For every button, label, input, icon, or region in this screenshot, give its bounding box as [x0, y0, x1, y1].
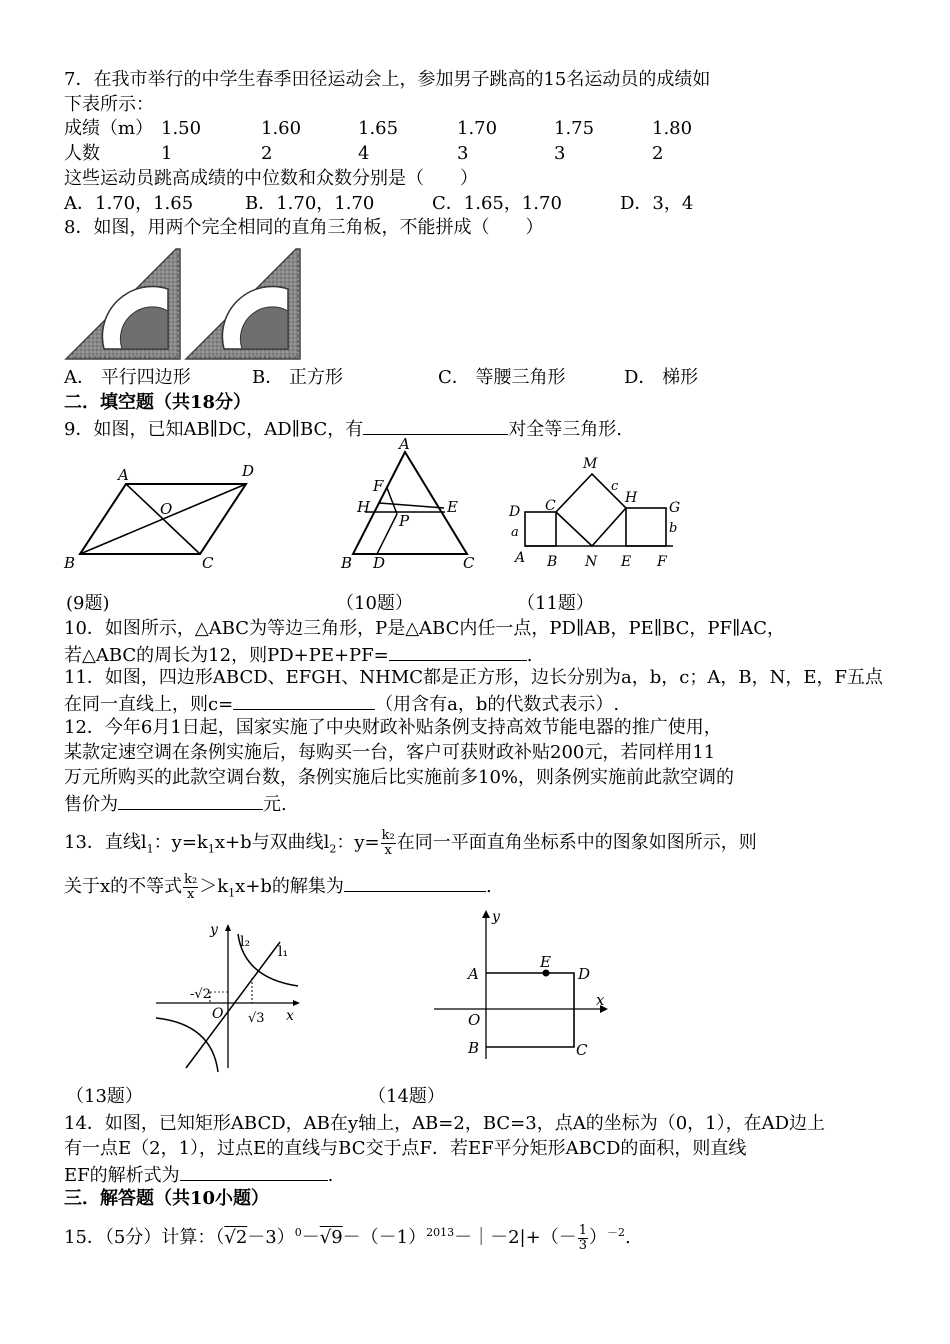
label-p: P: [399, 512, 410, 530]
label-x: x: [596, 991, 605, 1009]
set-square-right: [186, 249, 300, 359]
table-cell: 1.50: [161, 118, 202, 139]
q15-seg: －3）: [247, 1227, 295, 1248]
figure-9-parallelogram: [60, 458, 270, 573]
label-sqrt3: √3: [248, 1011, 265, 1026]
label-b: B: [468, 1039, 480, 1057]
label-h: H: [625, 490, 638, 506]
fraction-numerator: k₂: [381, 827, 395, 843]
label-y: y: [492, 909, 500, 925]
label-d: D: [509, 504, 521, 520]
q13-line2: [64, 870, 492, 911]
label-c: C: [545, 498, 556, 514]
q13-seg: ＞k: [199, 876, 229, 897]
q7-question: 这些运动员跳高成绩的中位数和众数分别是（ ）: [64, 168, 478, 189]
option-c: C． 等腰三角形: [438, 367, 566, 388]
q13-sub: 2: [329, 842, 337, 856]
q10-line2: [64, 642, 532, 668]
figure-14-rectangle: [430, 905, 615, 1065]
answer-blank[interactable]: [389, 642, 527, 661]
label-c: C: [576, 1041, 588, 1059]
label-a: A: [515, 550, 526, 566]
label-origin: O: [212, 1006, 224, 1022]
label-a: A: [399, 436, 410, 453]
label-a-side: a: [511, 525, 519, 540]
label-neg-sqrt2: -√2: [190, 987, 211, 1002]
label-b: B: [547, 554, 558, 570]
label-f: F: [657, 554, 667, 570]
q9-text-before: 9．如图，已知AB∥DC，AD∥BC，有: [64, 419, 364, 440]
fraction-denominator: x: [384, 842, 392, 858]
label-f: F: [373, 477, 384, 495]
figure-11-caption: （11题）: [517, 593, 594, 614]
option-a: A．1.70，1.65: [64, 193, 194, 214]
label-o: O: [160, 500, 173, 518]
q14-line3: [64, 1162, 333, 1188]
table-row1-label: 成绩（m）: [64, 118, 154, 139]
section-title: 二．填空题（共18分）: [64, 392, 252, 413]
label-b: B: [64, 554, 76, 572]
fraction-numerator: 1: [578, 1222, 587, 1238]
sqrt-9: √9: [319, 1227, 343, 1248]
q15-seg: ）: [589, 1227, 607, 1248]
q11-text-before: 在同一直线上，则c=: [64, 694, 234, 715]
answer-blank[interactable]: [344, 873, 486, 892]
q13-line1: [64, 826, 757, 867]
table-cell: 2: [261, 143, 273, 164]
figure-9-caption: (9题): [66, 593, 110, 614]
q9-text-after: 对全等三角形.: [508, 419, 623, 440]
option-a: A． 平行四边形: [64, 367, 191, 388]
label-a: A: [468, 965, 479, 983]
exponent: －2: [607, 1226, 625, 1239]
answer-blank[interactable]: [363, 416, 508, 435]
q12-text-after: 元.: [263, 794, 287, 815]
fraction-k2-over-x: [381, 829, 396, 858]
figure-11-squares: [505, 450, 695, 575]
label-l1: l₁: [278, 944, 289, 960]
table-row2-label: 人数: [64, 143, 100, 164]
q13-seg: ：y=: [336, 832, 380, 853]
label-c: C: [202, 554, 214, 572]
option-d: D．3，4: [620, 193, 694, 214]
q12-line1: 12．今年6月1日起，国家实施了中央财政补贴条例支持高效节能电器的推广使用，: [64, 717, 722, 738]
q15-seg: －: [301, 1227, 320, 1248]
q12-line2: 某款定速空调在条例实施后，每购买一台，客户可获财政补贴200元，若同样用11: [64, 742, 716, 763]
q13-seg: x+b与双曲线l: [214, 832, 330, 853]
label-e: E: [621, 554, 632, 570]
section-title: 三．解答题（共10小题）: [64, 1188, 270, 1209]
q12-text-before: 售价为: [64, 794, 118, 815]
label-n: N: [585, 554, 598, 570]
label-h: H: [357, 498, 371, 516]
table-cell: 4: [358, 143, 370, 164]
table-cell: 1.60: [261, 118, 302, 139]
q14-text-after: .: [327, 1165, 334, 1186]
q11-line2: [64, 691, 619, 717]
table-cell: 3: [554, 143, 566, 164]
table-cell: 1.75: [554, 118, 595, 139]
option-b: B． 正方形: [252, 367, 343, 388]
label-a: A: [118, 466, 129, 484]
figure-10-triangle: [335, 436, 485, 576]
q13-sub: 1: [207, 842, 215, 856]
q12-line3: 万元所购买的此款空调台数，条例实施后比实施前多10%，则条例实施前此款空调的: [64, 767, 735, 788]
q10-line1: 10．如图所示，△ABC为等边三角形，P是△ABC内任一点，PD∥AB，PE∥BC，PF∥AC，: [64, 618, 786, 639]
q11-line1: 11．如图，四边形ABCD、EFGH、NHMC都是正方形，边长分别为a，b，c；A，B，N，E，F五点: [64, 667, 883, 688]
fraction-denominator: 3: [578, 1237, 587, 1253]
label-b: B: [341, 554, 353, 572]
label-x: x: [286, 1008, 294, 1024]
label-d: D: [242, 462, 255, 480]
label-e: E: [540, 953, 551, 971]
q12-line4: [64, 791, 287, 817]
label-c: C: [463, 554, 475, 572]
fraction-one-third: [578, 1224, 588, 1253]
label-y: y: [210, 922, 218, 938]
q15-seg: .: [625, 1227, 631, 1248]
q14-line2: 有一点E（2，1），过点E的直线与BC交于点F．若EF平分矩形ABCD的面积，则直线: [64, 1138, 747, 1159]
answer-blank[interactable]: [233, 691, 375, 710]
fraction-k2-over-x: [183, 873, 198, 902]
table-cell: 1.65: [358, 118, 399, 139]
answer-blank[interactable]: [118, 791, 263, 810]
table-cell: 1.70: [457, 118, 498, 139]
exponent: 2013: [426, 1226, 455, 1239]
q13-sub: 1: [228, 886, 236, 900]
label-d: D: [578, 965, 591, 983]
q14-line1: 14．如图，已知矩形ABCD，AB在y轴上，AB=2，BC=3，点A的坐标为（0，1），在AD边上: [64, 1113, 826, 1134]
q13-seg: 关于x的不等式: [64, 876, 183, 897]
q15-expression: [64, 1215, 631, 1256]
q15-seg: －（－1）: [342, 1227, 427, 1248]
q10-text-after: .: [526, 645, 533, 666]
q13-seg: 在同一平面直角坐标系中的图象如图所示，则: [396, 832, 757, 853]
label-e: E: [447, 498, 458, 516]
q11-text-after: （用含有a，b的代数式表示）.: [375, 694, 620, 715]
exponent: 0: [294, 1226, 302, 1239]
figure-10-caption: （10题）: [336, 593, 413, 614]
q13-seg: x+b的解集为: [235, 876, 344, 897]
set-square-figure: [64, 245, 314, 363]
label-g: G: [669, 500, 681, 516]
set-square-left: [66, 249, 180, 359]
option-d: D． 梯形: [624, 367, 699, 388]
label-c-side: c: [611, 479, 619, 494]
q13-seg: .: [485, 876, 492, 897]
q10-text-before: 若△ABC的周长为12，则PD+PE+PF=: [64, 645, 389, 666]
figure-14-caption: （14题）: [368, 1086, 445, 1107]
table-cell: 2: [652, 143, 664, 164]
table-cell: 1: [161, 143, 173, 164]
q8-text: 8．如图，用两个完全相同的直角三角板，不能拼成（ ）: [64, 217, 544, 238]
figure-13-caption: （13题）: [66, 1086, 143, 1107]
answer-blank[interactable]: [180, 1162, 328, 1181]
q13-sub: 1: [146, 842, 154, 856]
label-b-side: b: [669, 521, 678, 536]
label-origin: O: [468, 1011, 481, 1029]
sqrt-2: √2: [224, 1227, 248, 1248]
q13-seg: ：y=k: [153, 832, 208, 853]
q15-seg: －｜－2|+（－: [454, 1227, 577, 1248]
table-cell: 3: [457, 143, 469, 164]
q13-seg: 13．直线l: [64, 832, 147, 853]
label-d: D: [373, 554, 386, 572]
q14-text-before: EF的解析式为: [64, 1165, 180, 1186]
label-m: M: [583, 456, 598, 472]
fraction-denominator: x: [187, 886, 195, 902]
label-l2: l₂: [240, 934, 251, 950]
figure-13-graph: [150, 918, 310, 1078]
q7-line1: 7．在我市举行的中学生春季田径运动会上，参加男子跳高的15名运动员的成绩如: [64, 69, 711, 90]
q15-seg: 15．（5分）计算：（: [64, 1227, 225, 1248]
option-c: C．1.65，1.70: [432, 193, 562, 214]
table-cell: 1.80: [652, 118, 693, 139]
option-b: B．1.70，1.70: [245, 193, 375, 214]
fraction-numerator: k₂: [184, 871, 198, 887]
q7-line2: 下表所示：: [64, 94, 154, 115]
